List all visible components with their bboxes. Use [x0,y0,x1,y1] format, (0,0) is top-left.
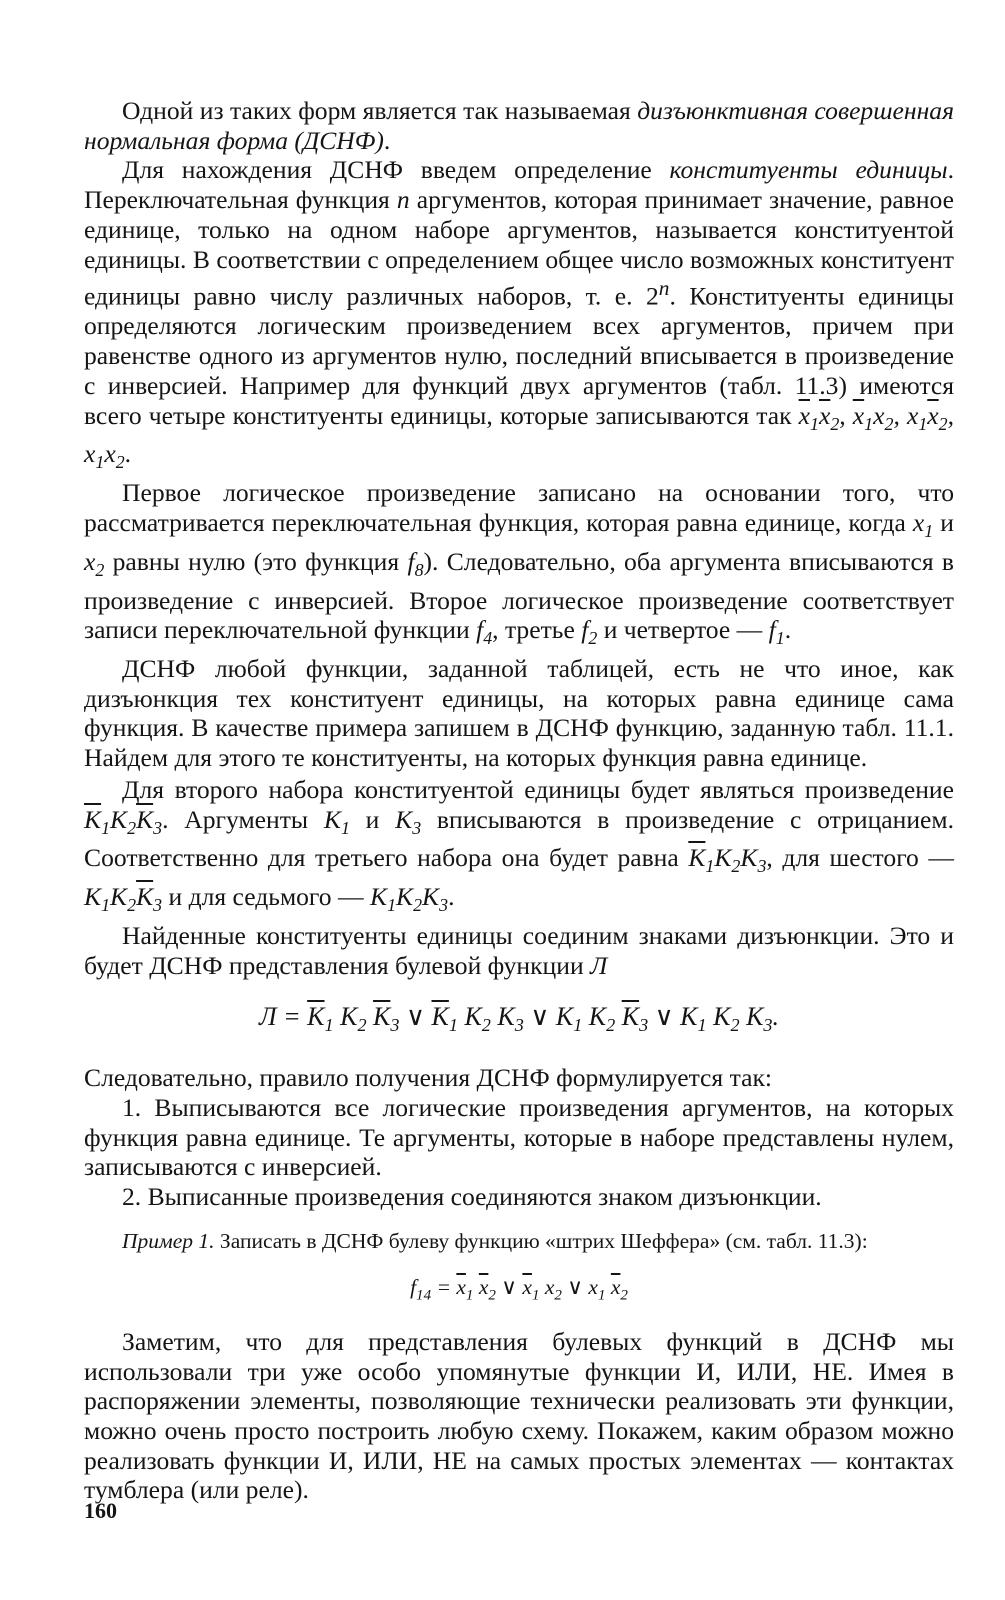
paragraph-4: ДСНФ любой функции, заданной таблицей, есть не что иное, как дизъюнкция тех конституент единицы, на которых равна единице сама функция. В качестве примера запишем в ДСНФ функцию, заданную табл. 11.1. Найдем для этого те конституенты, на которых функция равна единице. [84,654,954,773]
text: . [383,125,391,155]
text: Для нахождения ДСНФ введем определение [122,155,670,185]
text: . [784,615,792,645]
text: равны нулю (это функция [104,546,408,576]
text: . [448,882,455,912]
term-constituent: конституенты единицы [669,155,948,185]
function-L: Л [590,950,608,980]
text: и [349,804,396,834]
paragraph-8: Заметим, что для представления булевых функций в ДСНФ мы использовали три уже особо упомянутые функции И, ИЛИ, НЕ. Имея в распоряжении элементы, позволяющие технически реализовать эти функции, можно очень просто построить любую схему. Покажем, каким образом можно реализовать функции И, ИЛИ, НЕ на самых простых элементах — контактах тумблера (или реле). [84,1326,954,1505]
var-n: n [396,185,410,215]
paragraph-5: Для второго набора конституентой единицы будет являться произведение $\overline{K}_1K_2\overline{K}_3$. Аргументы $K_1$ и $K_3$ вписываются в произведение с отрицанием. Соответственно для третьего набора она будет равна $\overline{K}_1K_2K_3$, для шестого — $K_1K_2\overline{K}_3$ и для седьмого — $K_1K_2K_3$. [84,774,954,916]
paragraph-2 [84,155,954,478]
text: . Переключательная функция [84,155,954,215]
text: Для второго набора конституентой единицы будет являться произведение [122,774,954,804]
text: аргументов, которая принимает значение, равное единице, только на одном наборе аргументов, называется конституентой единицы. В соответствии с определением общее число возможных конституент единицы равно числу различных наборов, т. е. 2 [84,185,955,311]
term-dsnf: дизъюнктивная совершенная нормальная форма (ДСНФ) [84,96,954,155]
example-1 [84,1228,954,1255]
text: . Конституенты единицы определяются логическим произведением всех аргументов, причем при равенстве одного из аргументов нулю, последний вписывается в произведение с инверсией. Например для функций двух аргументов (табл. 11.3) имеются всего четыре конституенты единицы, которые записываются так [84,281,955,430]
rule-2: 2. Выписанные произведения соединяются знаком дизъюнкции. [122,1182,822,1212]
text: Найденные конституенты единицы соединим знаками дизъюнкции. Это и будет ДСНФ представления булевой функции [84,920,954,980]
text: Одной из таких форм является так называемая [122,96,638,125]
text: . [124,439,132,469]
text: и для седьмого — [162,882,370,912]
example-text: Записать в ДСНФ булеву функцию «штрих Шеффера» (см. табл. 11.3): [214,1228,868,1253]
dsnf-formula: $Л = \overline{K}_1$ $K_2$ $\overline{K}_3$ ∨ $\overline{K}_1$ $K_2$ $K_3$ ∨ $K_1$ $K_2$ $\overline{K}_3$ ∨ $K_1$ $K_2$ $K_3$. [259,1002,779,1036]
constituents-list: $\overline{x}_1\overline{x}_2$, $\overline{x}_1x_2$, $x_1\overline{x}_2$, $x_1x_2$ [84,400,954,473]
text: , третье [492,615,582,645]
text: вписываются в произведение с отрицанием. Соответственно для третьего набора она будет равна [84,804,954,873]
text: ). Следовательно, оба аргумента вписываются в произведение с инверсией. Второе логическое произведение соответствует записи переключательной функции [84,546,954,645]
text: Первое логическое произведение записано на основании того, что рассматривается переключательная функция, которая равна единице, когда [84,478,954,537]
text: и [933,507,954,537]
paragraph-7: Следовательно, правило получения ДСНФ формулируется так: [84,1063,772,1093]
rule-1: 1. Выписываются все логические произведения аргументов, на которых функция равна единице. Те аргументы, которые в наборе представлены нулем, записываются с инверсией. [84,1092,954,1182]
page-number: 160 [84,1498,117,1523]
text: и четвертое — [597,615,769,645]
body-text [84,96,954,1505]
paragraph-3: Первое логическое произведение записано на основании того, что рассматривается переключательная функция, которая равна единице, когда $x_1$ и $x_2$ равны нулю (это функция $f_8$). Следовательно, оба аргумента вписываются в произведение с инверсией. Второе логическое произведение соответствует записи переключательной функции $f_4$, третье $f_2$ и четвертое — $f_1$. [84,478,954,649]
text: . Аргументы [162,804,324,834]
paragraph-6 [84,921,954,980]
text: , для шестого — [766,843,954,873]
example-formula: $f_{14} = \overline{x}_1$ $\overline{x}_2$ ∨ $\overline{x}_1$ $x_2$ ∨ $x_1$ $\overline{x}_2$ [410,1274,628,1304]
example-label: Пример 1. [122,1228,215,1253]
paragraph-1 [84,96,954,155]
exponent-n: n [658,276,670,301]
